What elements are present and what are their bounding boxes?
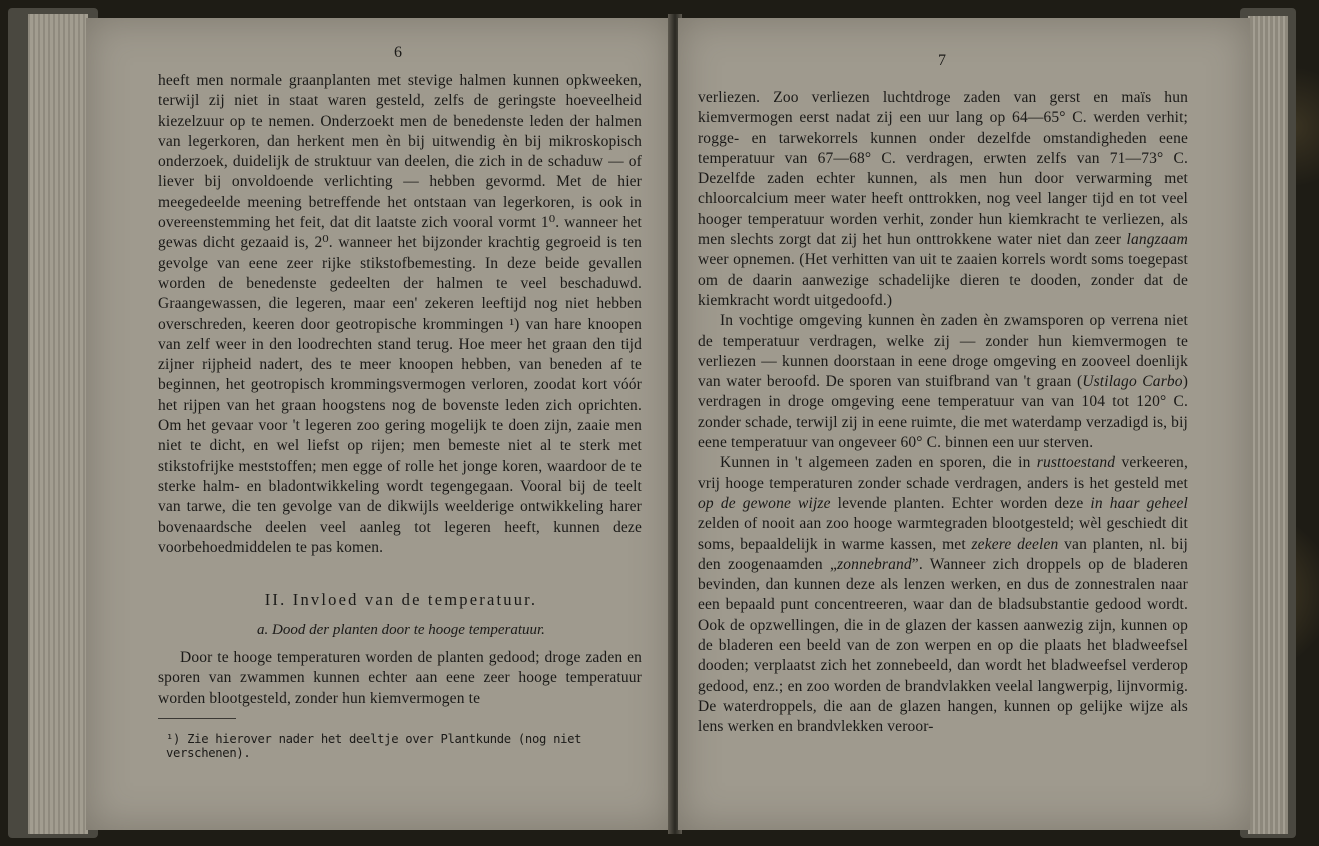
text-run: van planten, nl. bij den zoogenaamden „ xyxy=(698,535,1188,573)
paragraph: Door te hooge temperaturen worden de planten gedood; droge zaden en sporen van zwammen kunnen echter aan eene zeer hooge temperatuur worden blootgesteld, zonder hun kiemvermogen te xyxy=(158,649,642,707)
italic-run: in haar geheel xyxy=(1090,494,1189,512)
page-number-left: 6 xyxy=(394,44,402,61)
text-run: verliezen. Zoo verliezen luchtdroge zaden van gerst en maïs hun kiemvermogen eerst nadat zij een uur lang op 64—65° C. werden verhit; rogge- en tarwekorrels kunnen onder dezelfde omstandigheden eene temperatuur van 67—68° C. verdragen, erwten zelfs van 71—73° C. Dezelfde zaden echter kunnen, als men hun door verwarming met chloorcalcium meer water heeft onttrokken, nog veel langer tijd en tot veel hooger temperatuur worden verhit, zonder hun kiemkracht te verliezen, als men slechts zorgt dat zij het hun onttrokkene water niet dan zeer xyxy=(698,89,1188,249)
paragraph: heeft men normale graanplanten met stevige halmen kunnen opkweeken, terwijl zij niet in staat waren gesteld, zelfs de geringste hoeveelheid kiezelzuur op te nemen. Onderzoekt men de benedenste leden der halmen van legerkoren, dan herkent men èn bij uitwendig èn bij mikroskopisch onderzoek, duidelijk de struktuur van deelen, die zich in de schaduw — of liever bij onvoldoende verlichting — hebben gevormd. Met de hier meegedeelde meening betreffende het ontstaan van legerkoren, is ook in overeenstemming het feit, dat dit laatste zich vooral vormt 1⁰. wanneer het gewas dicht gezaaid is, 2⁰. wanneer het bijzonder krachtig gegroeid is ten gevolge van eene zeer rijke stikstofbemesting. In deze beide gevallen worden de benedenste gedeelten der halmen te veel beschaduwd. Graangewassen, die legeren, maar een' zekeren leeftijd nog niet hebben overschreden, keeren door geotropische krommingen ¹) van hare knoopen van zelf weer in den loodrechten stand terug. Hoe meer het graan den tijd zijner rijpheid nadert, des te meer knoopen hebben, van beneden af te beginnen, het geotropisch krommingsvermogen verloren, zoodat kort vóór het rijpen van het graan hoogstens nog de bovenste leden zich oprichten. Om het gevaar voor 't legeren zoo gering mogelijk te doen zijn, zaaie men niet te dicht, en wel liefst op rijen; men bemeste niet al te sterk met stikstofrijke meststoffen; men egge of rolle het jonge koren, waardoor de te sterke halm- en bladontwikkeling wordt tegengegaan. Vooral bij de teelt van tarwe, die ten gevolge van de dikwijls weelderige ontwikkeling harer bovenaardsche deelen veel aanleg tot legeren heeft, kunnen deze voorbehoedmiddelen te pas komen. xyxy=(158,72,642,556)
text-run: ) verdragen in droge omgeving eene temperatuur van van 104 tot 120° C. zonder schade, terwijl zij in eene ruimte, die met waterdamp verzadigd is, bij eene temperatuur van ongeveer 60° C. binnen een uur sterven. xyxy=(698,373,1188,452)
left-page-body-2 xyxy=(158,648,642,709)
italic-run: zonnebrand xyxy=(837,555,912,573)
italic-run: langzaam xyxy=(1126,231,1188,249)
footnote-rule xyxy=(158,718,236,719)
text-run: verkeeren, vrij hooge temperaturen zonder schade verdragen, anders is het gesteld met xyxy=(698,454,1188,492)
sub-heading: a. Dood der planten door te hooge temperatuur. xyxy=(257,622,545,638)
text-run: levende planten. Echter worden deze xyxy=(830,494,1091,512)
right-page-body xyxy=(698,88,1188,738)
right-page xyxy=(678,18,1250,830)
paragraph xyxy=(698,311,1188,453)
page-edges-left xyxy=(28,14,88,834)
section-heading: II. Invloed van de temperatuur. xyxy=(264,590,538,609)
page-edges-right xyxy=(1248,16,1288,834)
footnote: ¹) Zie hierover nader het deeltje over Plantkunde (nog niet verschenen). xyxy=(166,732,582,760)
left-page-body xyxy=(158,71,642,558)
italic-run: rusttoestand xyxy=(1036,454,1116,472)
text-run: Kunnen in 't algemeen zaden en sporen, die in xyxy=(720,454,1037,472)
paragraph xyxy=(698,453,1188,737)
text-run: zelden of nooit aan zoo hooge warmtegraden blootgesteld; wèl geschiedt dit soms, bepaaldelijk in warme kassen, met xyxy=(698,515,1188,553)
text-run: weer opnemen. (Het verhitten van uit te zaaien korrels wordt soms toegepast om de daarin aanwezige schadelijke dieren te dooden, zonder dat de kiemkracht wordt uitgedoofd.) xyxy=(698,251,1188,309)
italic-run: Ustilago Carbo xyxy=(1082,373,1183,391)
text-run: ”. Wanneer zich droppels op de bladeren bevinden, dan kunnen deze als lenzen werken, en dus de zonnestralen naar een bepaald punt concentreeren, waar dan de bladsubstantie gedood wordt. Ook de opzwellingen, die in de glazen der kassen aanwezig zijn, kunnen op de bladeren een beeld van de zon werpen en op die plaats het bladweefsel dooden; verplaatst zich het zonnebeeld, dan wordt het bladweefsel verderop gedood, enz.; en zoo worden de brandvlakken veelal langwerpig, lijnvormig. De waterdroppels, die aan de glazen hangen, kunnen op gelijke wijze als lens werken en brandvlekken veroor- xyxy=(698,555,1188,736)
italic-run: op de gewone wijze xyxy=(698,494,831,512)
left-page xyxy=(86,18,672,830)
page-number-right: 7 xyxy=(938,52,946,69)
text-run: In vochtige omgeving kunnen èn zaden èn zwamsporen op verrena niet de temperatuur verdragen, welke zij — zonder hun kiemvermogen te verliezen — kunnen doorstaan in eene droge omgeving en zooveel doenlijk van water beroofd. De sporen van stuifbrand van 't graan ( xyxy=(698,312,1188,391)
italic-run: zekere deelen xyxy=(971,535,1059,553)
paragraph xyxy=(698,88,1188,311)
